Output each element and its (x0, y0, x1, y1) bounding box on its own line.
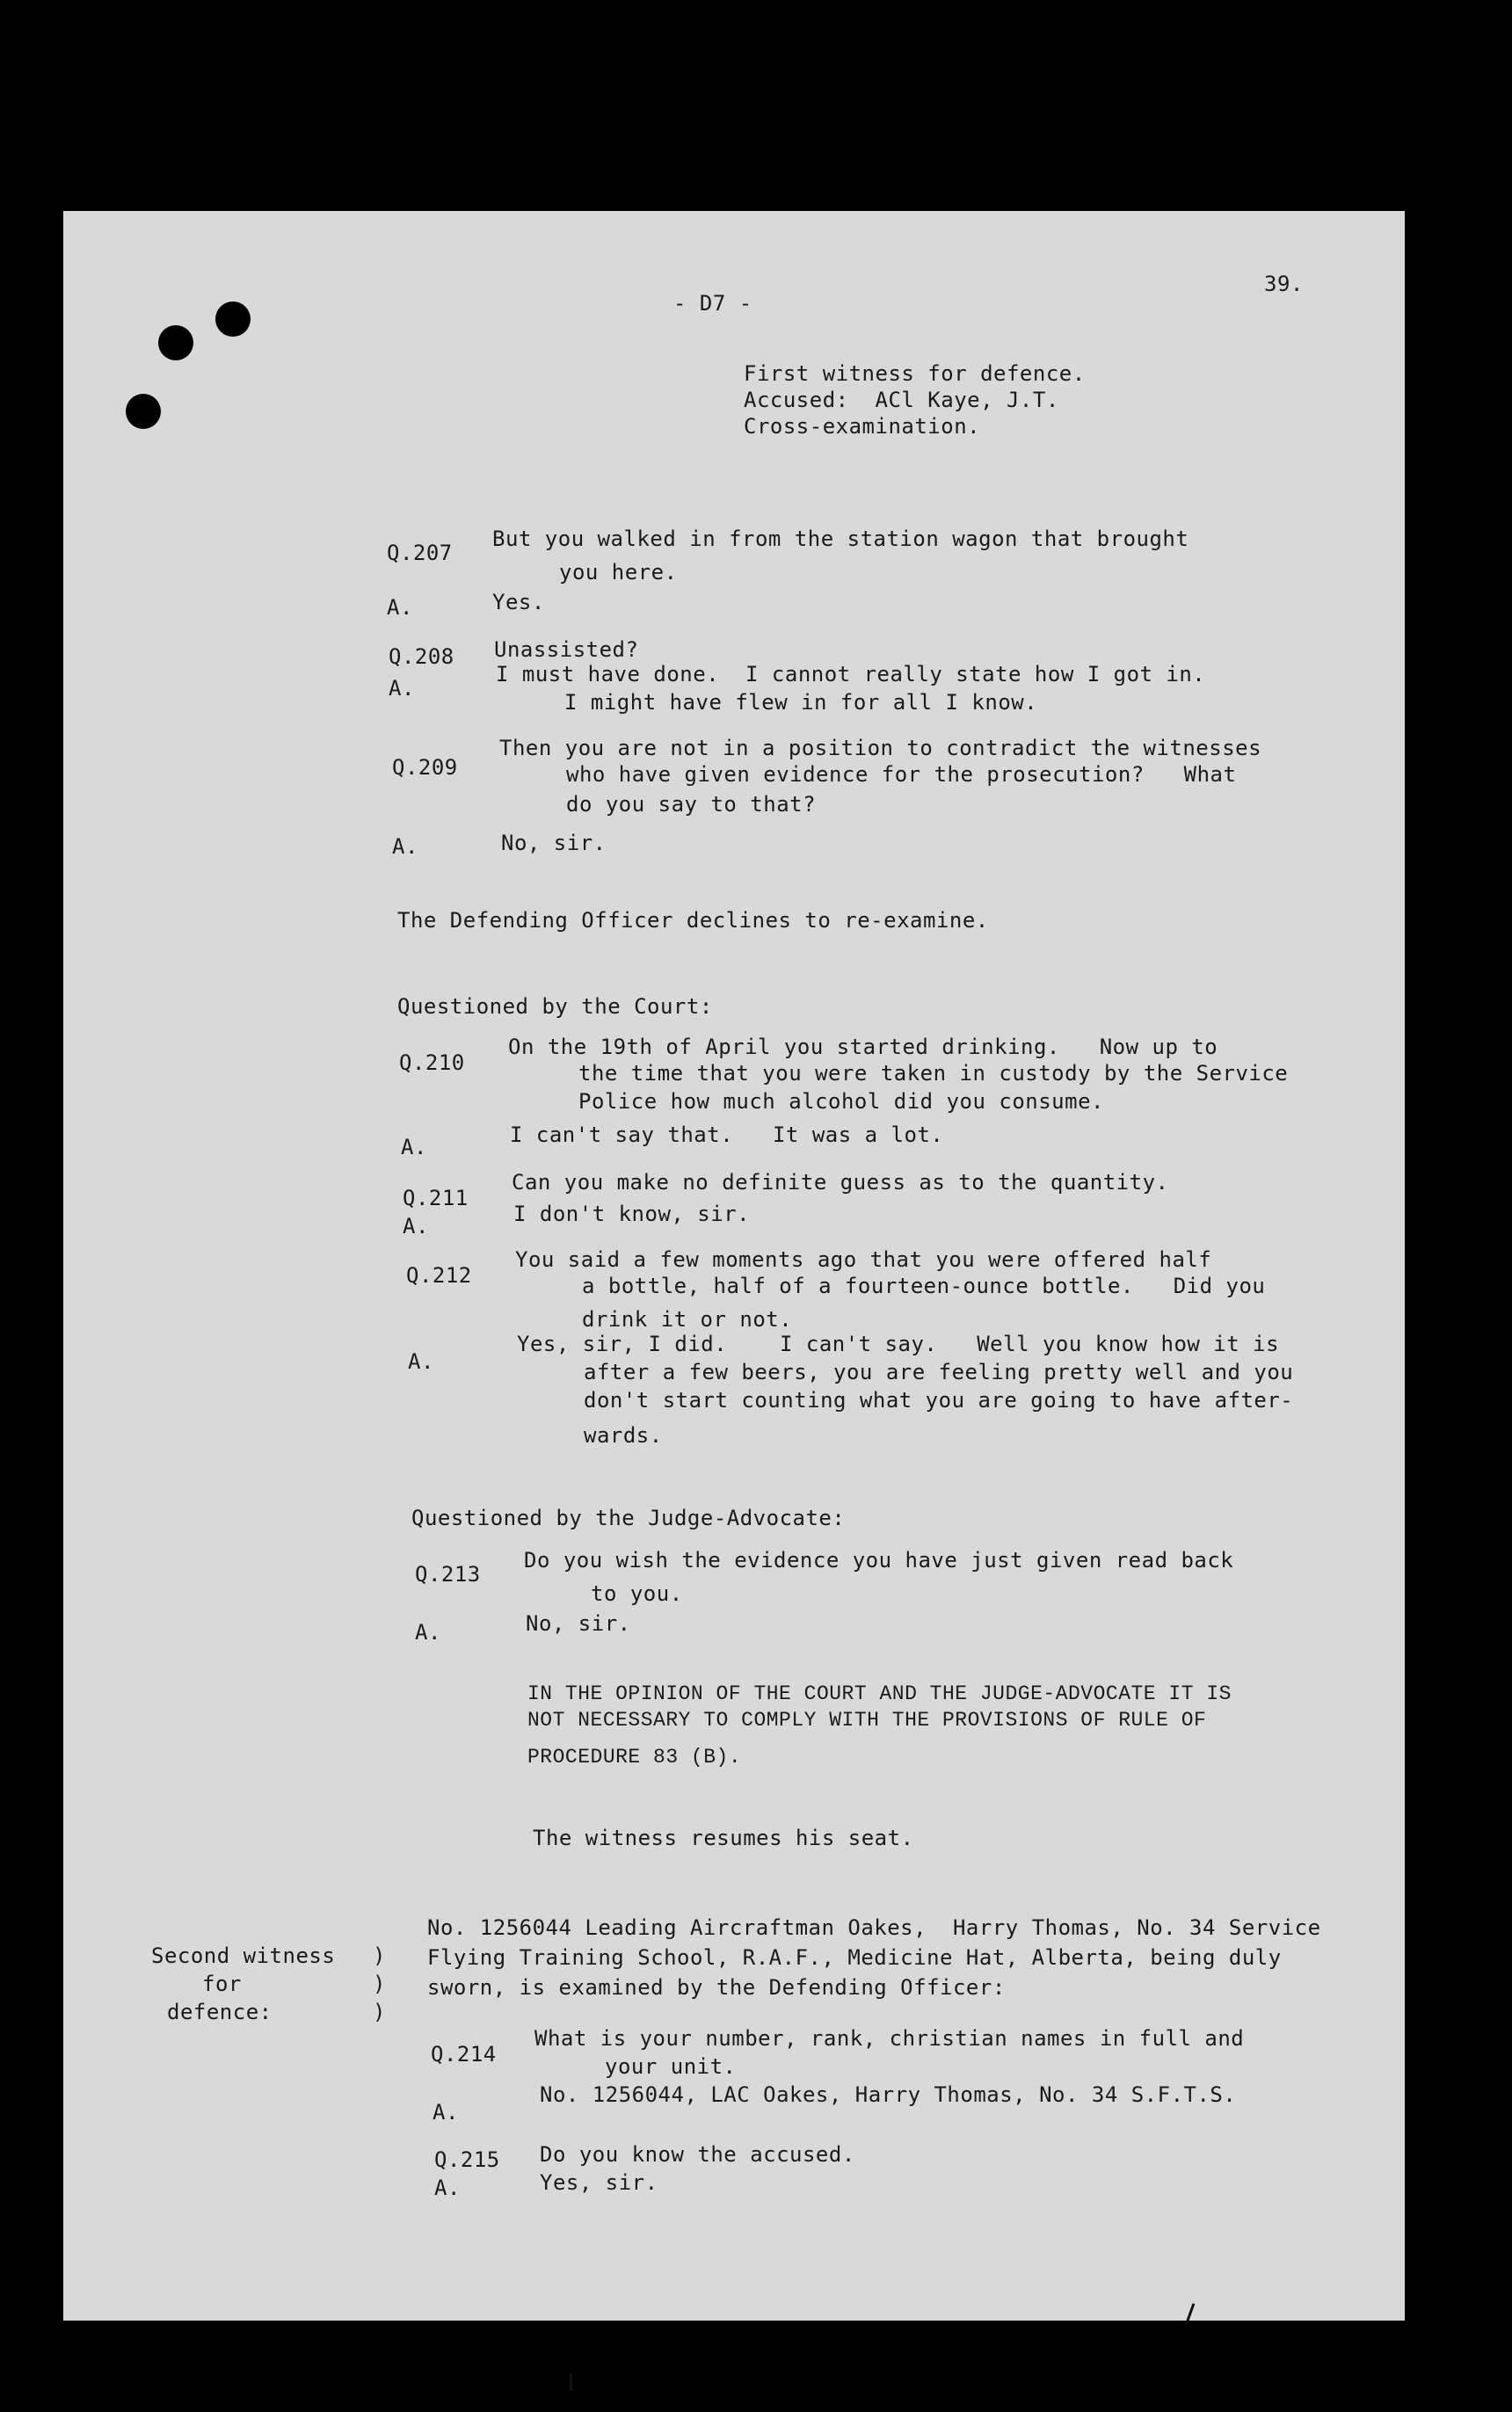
answer-label: A. (433, 2100, 459, 2125)
question-text: who have given evidence for the prosecution? What (566, 762, 1237, 787)
question-text: do you say to that? (566, 792, 817, 817)
answer-label: A. (401, 1135, 427, 1159)
question-text: Do you know the accused. (540, 2142, 855, 2167)
court-opinion: IN THE OPINION OF THE COURT AND THE JUDGE-ADVOCATE IT IS (527, 1682, 1232, 1705)
witness-intro: No. 1256044 Leading Aircraftman Oakes, Harry Thomas, No. 34 Service (427, 1915, 1321, 1940)
answer-text: don't start counting what you are going to have after- (584, 1388, 1294, 1413)
answer-text: I don't know, sir. (513, 1202, 751, 1226)
court-opinion: NOT NECESSARY TO COMPLY WITH THE PROVISIONS OF RULE OF (527, 1709, 1207, 1732)
answer-label: A. (415, 1620, 441, 1645)
question-text: On the 19th of April you started drinking. Now up to (508, 1035, 1218, 1059)
question-number: Q.215 (434, 2147, 500, 2172)
binder-hole (126, 394, 161, 429)
answer-text: after a few beers, you are feeling pretty well and you (584, 1360, 1294, 1384)
question-number: Q.210 (399, 1050, 465, 1075)
bracket: ) (373, 2000, 386, 2024)
question-text: Then you are not in a position to contradict the witnesses (499, 736, 1262, 760)
question-text: drink it or not. (582, 1307, 793, 1332)
question-number: Q.207 (387, 541, 453, 565)
answer-label: A. (434, 2176, 461, 2200)
question-text: you here. (559, 560, 678, 585)
answer-text: wards. (584, 1423, 663, 1448)
answer-text: No, sir. (501, 831, 607, 855)
court-opinion: PROCEDURE 83 (B). (527, 1746, 742, 1769)
question-text: a bottle, half of a fourteen-ounce bottle. Did you (582, 1274, 1266, 1298)
witness-heading: Accused: ACl Kaye, J.T. (744, 388, 1059, 412)
answer-text: No. 1256044, LAC Oakes, Harry Thomas, No. 34 S.F.T.S. (540, 2082, 1237, 2107)
answer-label: A. (389, 676, 415, 701)
answer-text: Yes, sir, I did. I can't say. Well you know how it is (517, 1332, 1280, 1356)
question-text: Unassisted? (494, 637, 639, 662)
answer-text: I can't say that. It was a lot. (510, 1122, 944, 1147)
question-text: Can you make no definite guess as to the quantity. (512, 1170, 1169, 1195)
witness-heading: Cross-examination. (744, 414, 981, 439)
question-number: Q.214 (431, 2042, 497, 2067)
question-number: Q.213 (415, 1562, 481, 1587)
answer-text: I must have done. I cannot really state how I got in. (496, 662, 1206, 687)
answer-text: Yes. (492, 590, 545, 614)
question-text: the time that you were taken in custody by the Service (578, 1061, 1289, 1086)
binder-hole (215, 302, 251, 337)
defending-statement: The Defending Officer declines to re-examine. (397, 908, 989, 933)
question-text: But you walked in from the station wagon that brought (492, 527, 1189, 551)
side-label: Second witness (151, 1943, 336, 1968)
answer-text: Yes, sir. (540, 2170, 658, 2195)
section-heading: Questioned by the Court: (397, 994, 713, 1019)
witness-intro: Flying Training School, R.A.F., Medicine Hat, Alberta, being duly (427, 1945, 1282, 1970)
answer-text: I might have flew in for all I know. (564, 690, 1038, 715)
answer-text: No, sir. (526, 1611, 631, 1636)
question-text: your unit. (605, 2054, 737, 2079)
bracket: ) (373, 1972, 386, 1996)
question-number: Q.209 (392, 755, 458, 780)
witness-intro: sworn, is examined by the Defending Officer: (427, 1975, 1006, 2000)
answer-label: A. (387, 595, 413, 620)
side-label: for (202, 1972, 242, 1996)
answer-label: A. (403, 1214, 429, 1239)
witness-heading: First witness for defence. (744, 361, 1086, 386)
side-label: defence: (167, 2000, 273, 2024)
page-marker: - D7 - (673, 291, 752, 316)
page-number: 39. (1264, 272, 1304, 296)
answer-label: A. (408, 1349, 434, 1374)
binder-hole (158, 325, 193, 360)
question-text: What is your number, rank, christian names in full and (534, 2026, 1245, 2051)
question-number: Q.208 (389, 644, 454, 669)
answer-label: A. (392, 834, 418, 859)
question-text: to you. (591, 1581, 683, 1606)
question-text: Police how much alcohol did you consume. (578, 1089, 1104, 1114)
question-text: You said a few moments ago that you were offered half (515, 1247, 1212, 1272)
question-text: Do you wish the evidence you have just given read back (524, 1548, 1234, 1573)
section-heading: Questioned by the Judge-Advocate: (411, 1506, 846, 1530)
question-number: Q.211 (403, 1186, 469, 1210)
question-number: Q.212 (406, 1263, 472, 1288)
bracket: ) (373, 1943, 386, 1968)
scan-mark (570, 2373, 572, 2391)
witness-resumes: The witness resumes his seat. (533, 1826, 914, 1850)
